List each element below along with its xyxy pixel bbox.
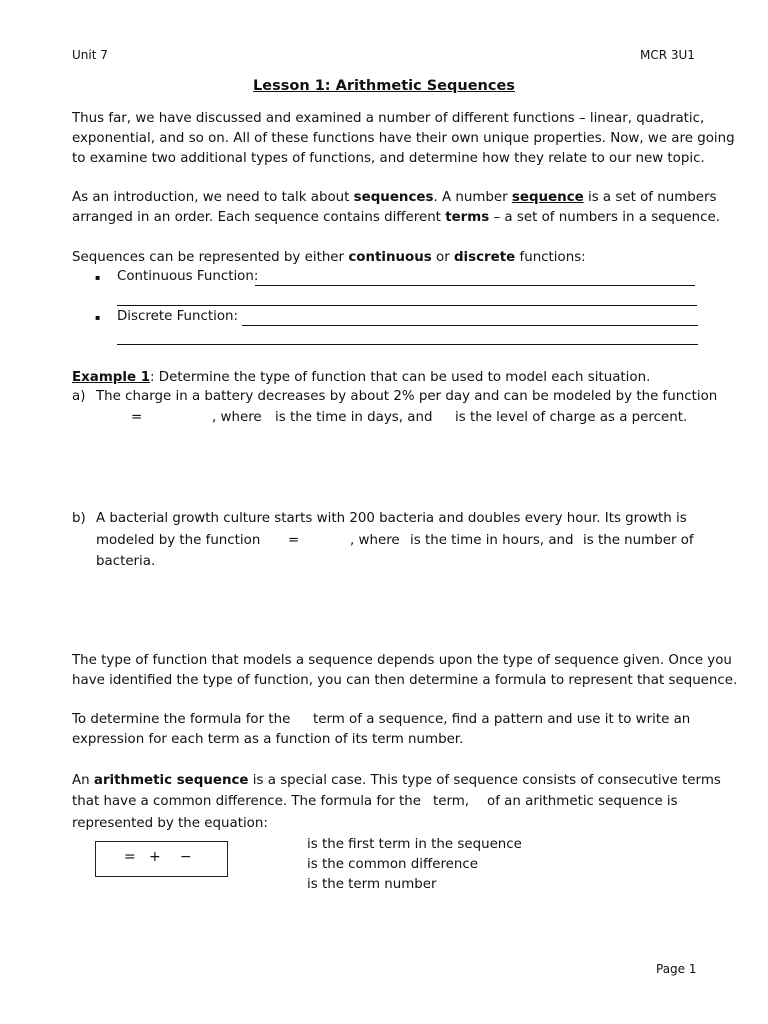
example-b-equals: = [288, 533, 300, 548]
term-continuous: continuous [348, 250, 432, 265]
text-run: is a special case. This type of sequence consists of consecutive terms [248, 773, 721, 788]
definition-first-term: is the first term in the sequence [307, 837, 522, 852]
formula-equals: = [124, 849, 136, 865]
formula-plus: + [149, 849, 161, 865]
course-code: MCR 3U1 [640, 48, 695, 62]
continuous-function-label: Continuous Function: [117, 269, 259, 284]
discrete-function-label: Discrete Function: [117, 309, 239, 324]
example-b-time-text: is the time in hours, and [410, 533, 574, 548]
page-title: Lesson 1: Arithmetic Sequences [253, 78, 515, 94]
example-b-where: , where [350, 533, 400, 548]
arithmetic-para-line-2b: term, [433, 794, 470, 809]
page-number: Page 1 [656, 962, 697, 976]
example-1-heading [72, 368, 650, 388]
example-b-line-1: A bacterial growth culture starts with 200 bacteria and doubles every hour. Its growth is [96, 511, 687, 526]
example-a-time-text: is the time in days, and [275, 410, 433, 425]
text-run: arranged in an order. Each sequence contains different [72, 210, 446, 225]
example-a-where: , where [212, 410, 262, 425]
text-run: Sequences can be represented by either [72, 250, 349, 265]
type-para-line-1: The type of function that models a sequence depends upon the type of sequence given. Once you [72, 653, 732, 668]
text-run: : Determine the type of function that can be used to model each situation. [150, 370, 651, 385]
example-a-charge-text: is the level of charge as a percent. [455, 410, 688, 425]
discrete-answer-line-2[interactable] [117, 344, 698, 345]
sequence-intro-line-2 [72, 208, 720, 228]
bullet-icon: ▪ [95, 313, 101, 322]
intro-line-2: exponential, and so on. All of these functions have their own unique properties. Now, we are going [72, 131, 735, 146]
text-run: functions: [515, 250, 586, 265]
formula-para-line-1a: To determine the formula for the [72, 712, 291, 727]
text-run: As an introduction, we need to talk about [72, 190, 354, 205]
sequence-intro-line-1 [72, 188, 717, 208]
arithmetic-para-line-2c: of an arithmetic sequence is [487, 794, 678, 809]
formula-para-line-1b: term of a sequence, find a pattern and use it to write an [313, 712, 691, 727]
intro-line-3: to examine two additional types of functions, and determine how they relate to our new topic. [72, 151, 705, 166]
term-arithmetic-sequence: arithmetic sequence [93, 773, 249, 788]
type-para-line-2: have identified the type of function, you can then determine a formula to represent that sequence. [72, 673, 738, 688]
formula-para-line-2: expression for each term as a function of its term number. [72, 732, 464, 747]
example-b-marker: b) [72, 511, 86, 526]
example-b-line-3: bacteria. [96, 554, 156, 569]
discrete-answer-line-1[interactable] [242, 325, 698, 326]
text-run: is a set of numbers [583, 190, 717, 205]
arithmetic-para-line-2a: that have a common difference. The formula for the [72, 794, 422, 809]
term-terms: terms [445, 210, 490, 225]
bullet-icon: ▪ [95, 273, 101, 282]
example-a-line-1: The charge in a battery decreases by about 2% per day and can be modeled by the function [96, 389, 718, 404]
example-b-number-text: is the number of [583, 533, 694, 548]
representation-line [72, 248, 586, 268]
term-sequence: sequence [511, 190, 584, 205]
term-sequences: sequences [353, 190, 434, 205]
text-run: An [72, 773, 94, 788]
definition-term-number: is the term number [307, 877, 437, 892]
text-run: . A number [433, 190, 512, 205]
arithmetic-para-line-3: represented by the equation: [72, 816, 268, 831]
term-discrete: discrete [453, 250, 516, 265]
intro-line-1: Thus far, we have discussed and examined a number of different functions – linear, quadratic, [72, 111, 705, 126]
unit-label: Unit 7 [72, 48, 108, 62]
text-run: – a set of numbers in a sequence. [489, 210, 720, 225]
text-run: or [431, 250, 454, 265]
example-b-modeled-text: modeled by the function [96, 533, 261, 548]
continuous-answer-line-2[interactable] [117, 305, 697, 306]
continuous-answer-line-1[interactable] [255, 285, 695, 286]
example-label: Example 1 [72, 370, 151, 385]
example-a-marker: a) [72, 389, 86, 404]
definition-common-difference: is the common difference [307, 857, 478, 872]
arithmetic-para-line-1 [72, 771, 721, 791]
formula-minus: − [180, 849, 192, 865]
example-a-equals: = [131, 410, 143, 425]
formula-box [95, 841, 228, 877]
